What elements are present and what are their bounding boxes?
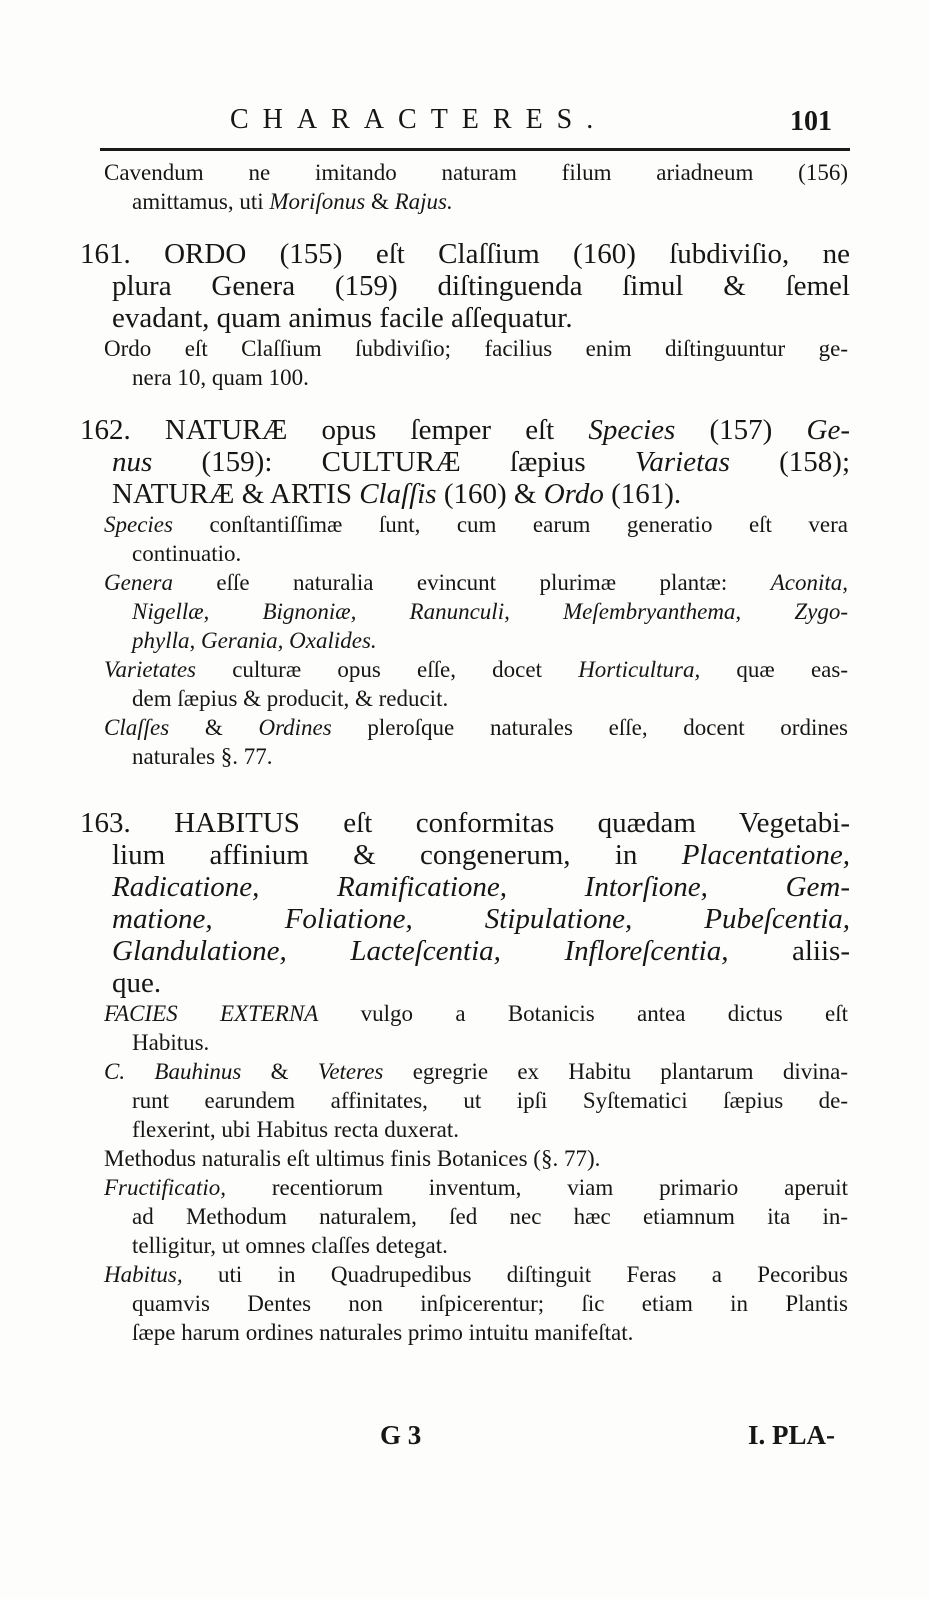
italic-text: Claſſes [104,715,170,740]
commentary-note [0,1144,930,1173]
text-line [104,655,848,684]
text-line [112,871,850,903]
italic-text: FACIES EXTERNA [104,1001,319,1026]
signature-mark: G 3 [380,1420,422,1450]
text-segment: ſæpe harum ordines naturales primo intuitu manifeſtat. [132,1320,634,1345]
italic-text: Rajus. [394,189,453,214]
italic-text: Species [104,512,173,537]
text-line [132,1115,848,1144]
text-segment: Methodus naturalis eſt ultimus finis Botanices (§. 77). [104,1146,601,1171]
text-line [104,1173,848,1202]
italic-text: Nigellæ, Bignoniæ, Ranunculi, Meſembryanthema, Zygo- [132,599,848,624]
text-line [104,999,848,1028]
text-segment: (158); [729,446,850,478]
italic-text: C. Bauhinus [104,1059,242,1084]
text-line [132,742,848,771]
text-segment: egregrie ex Habitu plantarum divina- [383,1059,848,1084]
commentary-note [0,713,930,771]
text-segment: Cavendum ne imitando naturam filum ariadneum (156) [104,160,848,185]
text-segment: telligitur, ut omnes claſſes detegat. [132,1233,448,1258]
text-line [132,1231,848,1260]
text-line [112,903,850,935]
text-segment: que. [112,967,162,999]
text-segment: quæ eas- [700,657,848,682]
italic-text: Ordines [258,715,332,740]
text-segment: culturæ opus eſſe, docet [196,657,579,682]
text-line [112,839,850,871]
italic-text: matione, Foliatione, Stipulatione, Pubeſcentia, [112,903,850,935]
text-segment: uti in Quadrupedibus diſtinguit Feras a Pecoribus [182,1262,848,1287]
text-line [112,446,850,478]
text-line [104,510,848,539]
italic-text: nus [112,446,153,478]
text-segment: continuatio. [132,541,242,566]
italic-text: Varietas [634,446,730,478]
commentary-note [0,1173,930,1260]
text-segment: (159): CULTURÆ ſæpius [152,446,635,478]
italic-text: Fructificatio, [104,1175,227,1200]
commentary-note [0,334,930,392]
italic-text: Radicatione, Ramificatione, Intorſione, Gem- [112,871,850,903]
text-segment: quamvis Dentes non inſpicerentur; ſic etiam in Plantis [132,1291,848,1316]
text-line [132,626,848,655]
page-header [0,100,930,144]
italic-text: Genera [104,570,173,595]
text-segment: & [241,1059,318,1084]
text-segment: eſſe naturalia evincunt plurimæ plantæ: [172,570,771,595]
text-segment: NATURÆ & ARTIS [112,478,360,510]
text-line [112,302,850,334]
text-segment: evadant, quam animus facile aſſequatur. [112,302,573,334]
text-segment: dem ſæpius & producit, & reducit. [132,686,449,711]
text-segment: flexerint, ubi Habitus recta duxerat. [132,1117,459,1142]
commentary-note [0,999,930,1057]
text-segment: naturales §. 77. [132,744,273,769]
header-rule [100,148,850,151]
text-segment: vulgo a Botanicis antea dictus eſt [318,1001,849,1026]
text-line [132,684,848,713]
italic-text: Claſſis [359,478,437,510]
commentary-note [0,1057,930,1144]
text-segment: aliis- [728,935,850,967]
text-segment: pleroſque naturales eſſe, docent ordines [331,715,849,740]
catchword: I. PLA- [748,1420,835,1450]
italic-text: Placentatione, [681,839,850,871]
italic-text: Varietates [104,657,196,682]
text-line [132,539,848,568]
italic-text: Moriſonus [269,189,366,214]
text-segment: Ordo eſt Claſſium ſubdiviſio; facilius enim diſtinguuntur ge- [104,336,848,361]
text-line [132,1086,848,1115]
text-line [80,807,850,839]
commentary-note [0,1260,930,1347]
text-line [132,1028,848,1057]
italic-text: Horticultura, [578,657,701,682]
commentary-note [0,655,930,713]
text-segment: (157) [675,414,807,446]
text-line [104,158,848,187]
text-line [104,1144,848,1173]
text-segment: lium affinium & congenerum, in [112,839,682,871]
text-segment: 163. HABITUS eſt conformitas quædam Vegetabi- [80,807,850,839]
text-segment: runt earundem affinitates, ut ipſi Syſtematici ſæpius de- [132,1088,848,1113]
text-segment: conſtantiſſimæ ſunt, cum earum generatio eſt vera [172,512,848,537]
text-line [112,935,850,967]
italic-text: Habitus, [104,1262,183,1287]
running-title: CHARACTERES. [230,104,608,135]
text-line [104,568,848,597]
text-line [132,187,848,216]
text-line [112,270,850,302]
text-line [132,363,848,392]
numbered-aphorism [0,414,930,510]
text-line [132,1318,848,1347]
italic-text: Aconita, [770,570,848,595]
text-segment: plura Genera (159) diſtinguenda ſimul & ſemel [112,270,850,302]
text-segment: amittamus, uti [132,189,270,214]
text-line [112,478,850,510]
italic-text: Veteres [317,1059,384,1084]
text-line [80,238,850,270]
text-line [104,1057,848,1086]
commentary-note [0,568,930,655]
text-segment: & [169,715,259,740]
italic-text: Ge- [806,414,850,446]
text-line [104,334,848,363]
text-segment: recentiorum inventum, viam primario aperuit [226,1175,848,1200]
text-segment: Habitus. [132,1030,210,1055]
text-line [80,414,850,446]
numbered-aphorism [0,238,930,334]
page-number: 101 [790,106,832,137]
text-line [132,597,848,626]
commentary-note [0,510,930,568]
text-line [104,713,848,742]
text-segment: 162. NATURÆ opus ſemper eſt [80,414,589,446]
italic-text: Species [588,414,676,446]
text-line [112,967,850,999]
commentary-note [0,158,930,216]
text-segment: (161). [603,478,682,510]
text-segment: nera 10, quam 100. [132,365,309,390]
text-segment: & [365,189,395,214]
text-line [104,1260,848,1289]
page-body [0,158,930,1347]
italic-text: Glandulatione, Lacteſcentia, Infloreſcentia, [112,935,729,967]
italic-text: phylla, Gerania, Oxalides. [132,628,377,653]
italic-text: Ordo [543,478,604,510]
text-segment: ad Methodum naturalem, ſed nec hæc etiamnum ita in- [132,1204,848,1229]
numbered-aphorism [0,807,930,999]
text-segment: (160) & [436,478,544,510]
text-line [132,1289,848,1318]
text-segment: 161. ORDO (155) eſt Claſſium (160) ſubdiviſio, ne [80,238,850,270]
text-line [132,1202,848,1231]
